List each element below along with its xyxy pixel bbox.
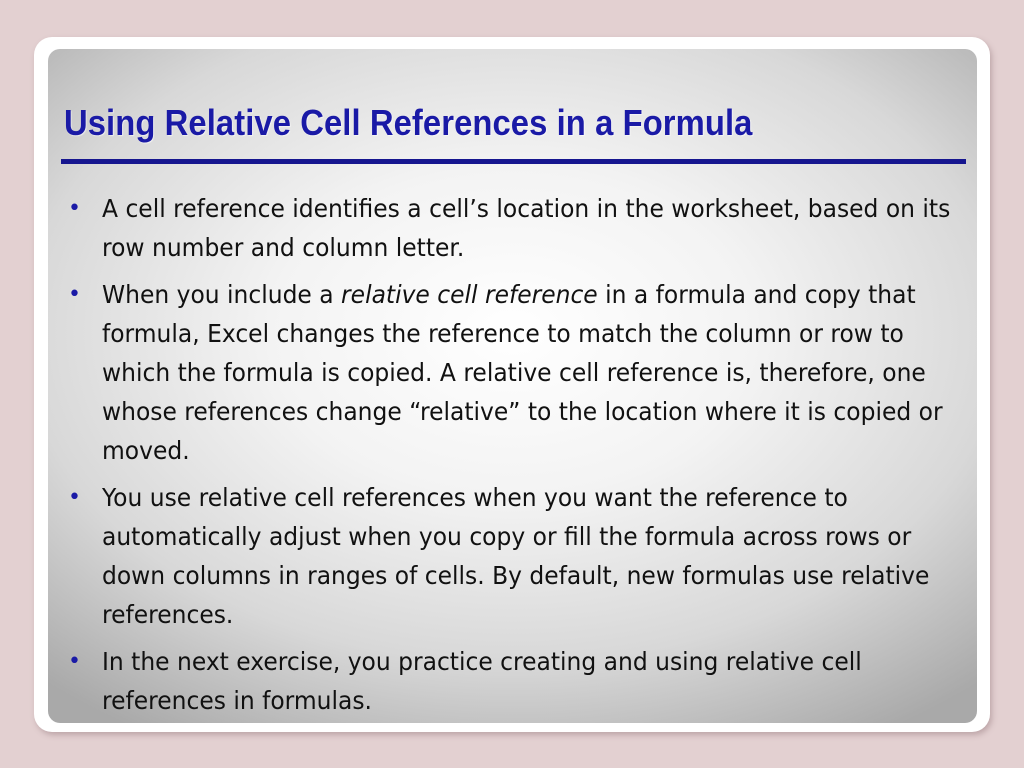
bullet-text: A cell reference identifies a cell’s location in the worksheet, based on its row number and column letter.	[102, 194, 951, 262]
bullet-item-3	[68, 478, 948, 634]
bullet-text: In the next exercise, you practice creating and using relative cell references in formulas.	[102, 647, 862, 715]
bullet-marker: •	[68, 196, 81, 221]
emphasized-term: relative cell reference	[341, 280, 598, 309]
bullet-marker: •	[68, 649, 81, 674]
slide-title: Using Relative Cell References in a Formula	[64, 102, 753, 143]
bullet-item-4	[68, 642, 948, 720]
bullet-text: You use relative cell references when you want the reference to automatically adjust when you copy or fill the formula across rows or down columns in ranges of cells. By default, new formulas use relative references.	[102, 483, 930, 629]
bullet-text	[102, 275, 962, 470]
slide-content-panel	[48, 49, 977, 723]
bullet-marker: •	[68, 485, 81, 510]
title-underline-rule	[61, 159, 966, 164]
slide-frame	[34, 37, 990, 732]
bullet-item-1	[68, 189, 951, 267]
bullet-item-2	[68, 275, 948, 470]
bullet-marker: •	[68, 282, 81, 307]
bullet-text-before: When you include a	[102, 280, 342, 309]
bullet-list	[68, 189, 951, 723]
bullet-text-after: in a formula and copy that formula, Excel changes the reference to match the column or row to which the formula is copied. A relative cell reference is, therefore, one whose references change “relative” to the location where it is copied or moved.	[102, 280, 943, 465]
